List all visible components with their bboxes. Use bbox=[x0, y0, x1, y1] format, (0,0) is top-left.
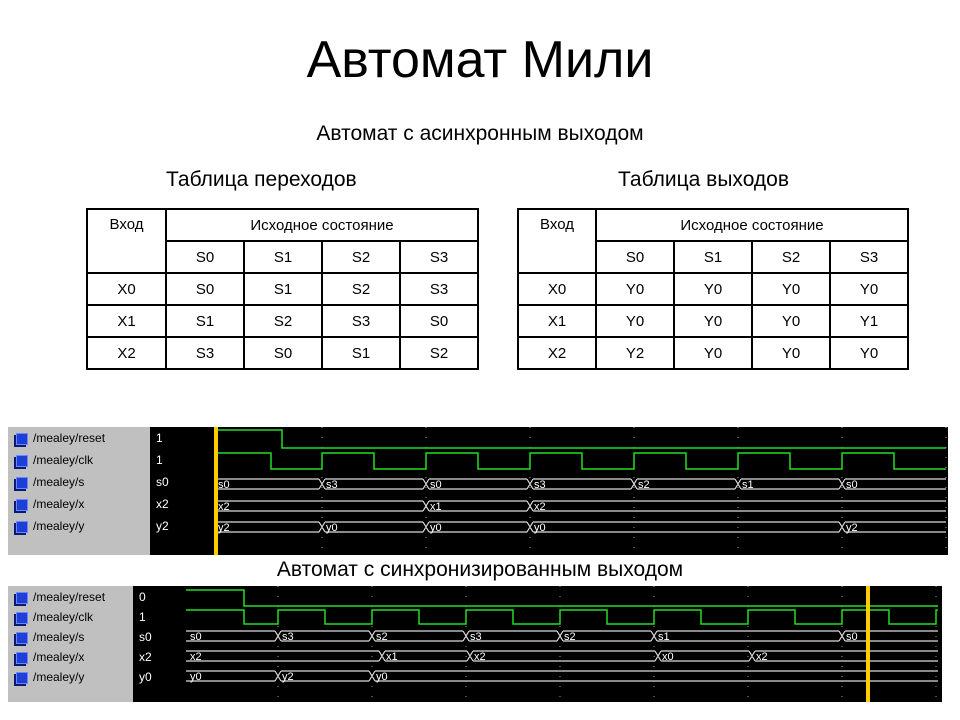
input-header: Вход bbox=[518, 209, 596, 273]
next-state-cell: S3 bbox=[400, 273, 478, 305]
bus-value-label: y2 bbox=[846, 522, 858, 534]
sync-waveform-plot[interactable] bbox=[186, 586, 940, 702]
signal-value: x2 bbox=[139, 650, 152, 664]
bus-value-label: x2 bbox=[534, 501, 546, 513]
state-col-header: S3 bbox=[830, 241, 908, 273]
s-bus bbox=[214, 479, 946, 489]
bus-value-label: s2 bbox=[638, 479, 650, 491]
bus-value-label: y0 bbox=[534, 522, 546, 534]
next-state-cell: S1 bbox=[322, 337, 400, 369]
output-cell: Y2 bbox=[596, 337, 674, 369]
time-cursor bbox=[214, 427, 218, 555]
async-waveform-window[interactable] bbox=[8, 427, 948, 555]
bus-value-label: y0 bbox=[376, 671, 388, 683]
next-state-cell: S0 bbox=[400, 305, 478, 337]
next-state-cell: S0 bbox=[166, 273, 244, 305]
signal-icon bbox=[16, 592, 28, 604]
next-state-cell: S1 bbox=[166, 305, 244, 337]
bus-value-label: x1 bbox=[386, 651, 398, 663]
signal-icon bbox=[16, 477, 28, 489]
signal-icon bbox=[16, 455, 28, 467]
signal-row[interactable]: /mealey/reset bbox=[8, 590, 105, 604]
signal-value: y0 bbox=[139, 670, 152, 684]
bus-value-label: s0 bbox=[846, 479, 858, 491]
time-cursor bbox=[866, 586, 870, 702]
signal-value: 0 bbox=[139, 590, 146, 604]
signal-row[interactable]: /mealey/y bbox=[8, 519, 84, 533]
output-cell: Y0 bbox=[752, 273, 830, 305]
next-state-cell: S3 bbox=[166, 337, 244, 369]
signal-value: 1 bbox=[139, 610, 146, 624]
bus-value-label: s3 bbox=[282, 631, 294, 643]
sync-caption: Автомат с синхронизированным выходом bbox=[276, 558, 684, 581]
signal-row[interactable]: /mealey/x bbox=[8, 650, 84, 664]
signal-value: 1 bbox=[156, 453, 163, 467]
signal-row[interactable]: /mealey/s bbox=[8, 630, 84, 644]
table-row bbox=[87, 273, 478, 305]
input-header: Вход bbox=[87, 209, 166, 273]
bus-value-label: y0 bbox=[190, 671, 202, 683]
state-header: Исходное состояние bbox=[166, 209, 478, 241]
signal-icon bbox=[16, 652, 28, 664]
signal-value: 1 bbox=[156, 431, 163, 445]
state-header: Исходное состояние bbox=[596, 209, 908, 241]
bus-value-label: y2 bbox=[282, 671, 294, 683]
bus-value-label: y0 bbox=[326, 522, 338, 534]
signal-name-panel bbox=[8, 586, 133, 702]
state-col-header: S3 bbox=[400, 241, 478, 273]
output-cell: Y0 bbox=[596, 305, 674, 337]
y-bus bbox=[186, 671, 938, 681]
bus-value-label: x2 bbox=[756, 651, 768, 663]
s-bus bbox=[186, 631, 938, 641]
bus-value-label: s0 bbox=[430, 479, 442, 491]
bus-value-label: s0 bbox=[218, 479, 230, 491]
bus-value-label: x0 bbox=[662, 651, 674, 663]
signal-row[interactable]: /mealey/s bbox=[8, 475, 84, 489]
bus-value-label: x1 bbox=[430, 501, 442, 513]
signal-value: y2 bbox=[156, 519, 169, 533]
table-row bbox=[518, 305, 908, 337]
bus-value-label: s0 bbox=[190, 631, 202, 643]
bus-value-label: s2 bbox=[564, 631, 576, 643]
output-cell: Y0 bbox=[674, 305, 752, 337]
signal-value-panel bbox=[135, 586, 185, 702]
signal-icon bbox=[16, 499, 28, 511]
signal-value: s0 bbox=[139, 630, 152, 644]
signal-icon bbox=[16, 632, 28, 644]
input-cell: X2 bbox=[87, 337, 166, 369]
clk-trace bbox=[214, 453, 946, 469]
signal-icon bbox=[16, 672, 28, 684]
transition-table bbox=[86, 208, 479, 370]
sync-waveform-window[interactable] bbox=[8, 586, 942, 702]
state-col-header: S0 bbox=[596, 241, 674, 273]
table-row bbox=[87, 337, 478, 369]
signal-icon bbox=[16, 433, 28, 445]
table-row bbox=[518, 337, 908, 369]
bus-value-label: y0 bbox=[430, 522, 442, 534]
bus-value-label: s1 bbox=[658, 631, 670, 643]
reset-trace bbox=[214, 430, 946, 448]
x-bus bbox=[186, 651, 938, 661]
bus-value-label: x2 bbox=[218, 501, 230, 513]
output-table-caption: Таблица выходов bbox=[618, 168, 789, 191]
bus-value-label: s0 bbox=[846, 631, 858, 643]
state-col-header: S1 bbox=[244, 241, 322, 273]
signal-row[interactable]: /mealey/x bbox=[8, 497, 84, 511]
next-state-cell: S1 bbox=[244, 273, 322, 305]
bus-value-label: x2 bbox=[474, 651, 486, 663]
signal-row[interactable]: /mealey/y bbox=[8, 670, 84, 684]
state-col-header: S2 bbox=[322, 241, 400, 273]
output-cell: Y0 bbox=[674, 337, 752, 369]
signal-value: s0 bbox=[156, 475, 169, 489]
reset-trace bbox=[186, 590, 938, 606]
state-col-header: S0 bbox=[166, 241, 244, 273]
bus-value-label: s1 bbox=[742, 479, 754, 491]
output-cell: Y1 bbox=[830, 305, 908, 337]
transition-table-caption: Таблица переходов bbox=[166, 168, 357, 191]
bus-value-label: s2 bbox=[376, 631, 388, 643]
input-cell: X1 bbox=[87, 305, 166, 337]
next-state-cell: S2 bbox=[322, 273, 400, 305]
next-state-cell: S0 bbox=[244, 337, 322, 369]
state-col-header: S2 bbox=[752, 241, 830, 273]
signal-value: x2 bbox=[156, 497, 169, 511]
bus-value-label: s3 bbox=[534, 479, 546, 491]
signal-icon bbox=[16, 612, 28, 624]
input-cell: X0 bbox=[87, 273, 166, 305]
input-cell: X1 bbox=[518, 305, 596, 337]
next-state-cell: S2 bbox=[244, 305, 322, 337]
page-title: Автомат Мили bbox=[306, 31, 654, 89]
output-cell: Y0 bbox=[752, 305, 830, 337]
input-cell: X0 bbox=[518, 273, 596, 305]
output-cell: Y0 bbox=[830, 337, 908, 369]
x-bus bbox=[214, 501, 946, 511]
signal-name-panel bbox=[8, 427, 150, 555]
bus-value-label: y2 bbox=[218, 522, 230, 534]
next-state-cell: S3 bbox=[322, 305, 400, 337]
next-state-cell: S2 bbox=[400, 337, 478, 369]
bus-value-label: x2 bbox=[190, 651, 202, 663]
table-row bbox=[87, 305, 478, 337]
signal-row[interactable]: /mealey/clk bbox=[8, 453, 93, 467]
signal-icon bbox=[16, 521, 28, 533]
bus-value-label: s3 bbox=[326, 479, 338, 491]
output-cell: Y0 bbox=[674, 273, 752, 305]
async-waveform-plot[interactable] bbox=[214, 427, 948, 555]
signal-row[interactable]: /mealey/reset bbox=[8, 431, 105, 445]
clk-trace bbox=[186, 610, 938, 624]
state-col-header: S1 bbox=[674, 241, 752, 273]
output-cell: Y0 bbox=[596, 273, 674, 305]
signal-value-panel bbox=[152, 427, 212, 555]
signal-row[interactable]: /mealey/clk bbox=[8, 610, 93, 624]
output-cell: Y0 bbox=[752, 337, 830, 369]
y-bus bbox=[214, 522, 946, 532]
output-cell: Y0 bbox=[830, 273, 908, 305]
async-caption: Автомат с асинхронным выходом bbox=[316, 122, 644, 145]
bus-value-label: s3 bbox=[470, 631, 482, 643]
output-table bbox=[517, 208, 909, 370]
table-row bbox=[518, 273, 908, 305]
input-cell: X2 bbox=[518, 337, 596, 369]
